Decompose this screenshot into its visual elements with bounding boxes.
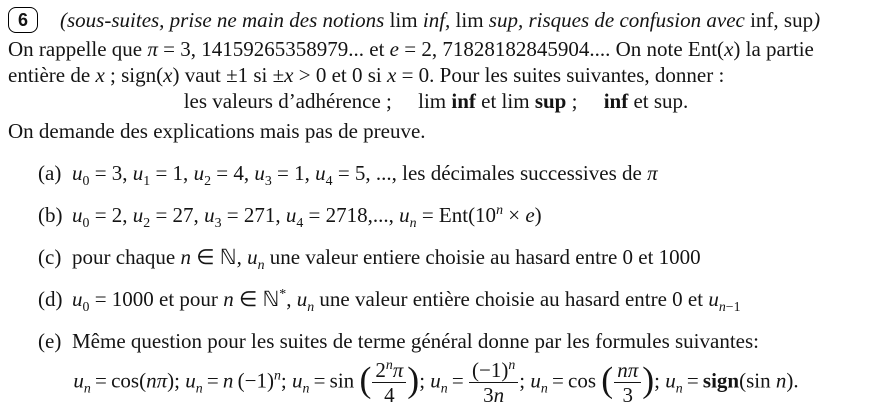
item-e-label: (e) xyxy=(38,329,62,353)
exercise-title: (sous-suites, prise ne main des notions lim inf, lim sup, risques de confusion avec inf, sup) xyxy=(60,8,821,32)
item-d-label: (d) xyxy=(38,287,63,311)
exercise-number: 6 xyxy=(18,10,29,30)
note-line: On demande des explications mais pas de preuve. xyxy=(8,119,426,143)
item-a xyxy=(38,160,864,189)
item-c-label: (c) xyxy=(38,245,62,269)
intro-line-1: On rappelle que π = 3, 14159265358979... et e = 2, 71828182845904.... On note Ent(x) la partie xyxy=(8,37,814,61)
item-c-text: pour chaque n ∈ ℕ, $u_n$ une valeur entiere choisie au hasard entre 0 et 1000 xyxy=(72,245,701,273)
item-a-label: (a) xyxy=(38,161,62,185)
item-c xyxy=(38,244,864,273)
item-d xyxy=(38,286,864,315)
exercise-number-box xyxy=(8,7,38,33)
intro-line-2: entière de x ; sign(x) vaut ±1 si ±x > 0 et 0 si x = 0. Pour les suites suivantes, donner : xyxy=(8,63,725,87)
formulas-line: $u_n = \cos(n\pi)$; $u_n = n$ $(-1)^n$; $u_n = \sin$ ( $\frac{2^n\pi}{4}$ ); $u_n$ = $\frac{(-1)^n}{3n}$ ; $u_n = \cos$ ( $\frac{n\pi}{3}$ ); $u_n$ = sign(sin n). xyxy=(73,357,799,408)
item-b xyxy=(38,202,864,231)
item-e-text: Même question pour les suites de terme général donne par les formules suivantes: xyxy=(72,329,759,353)
item-e xyxy=(38,328,864,354)
item-d-text: $u_0 = 1000$ et pour n ∈ ℕ*, $u_n$ une valeur entière choisie au hasard entre 0 et $u_{n-1}$ xyxy=(72,286,741,315)
item-a-text: $u_0 = 3$, $u_1 = 1$, $u_2 = 4$, $u_3 = 1$, $u_4 = 5$, ..., les décimales successives de π xyxy=(72,161,658,189)
item-b-label: (b) xyxy=(38,203,63,227)
tasks-line: les valeurs d’adhérence ; lim inf et lim sup ; inf et sup. xyxy=(183,89,689,113)
item-b-text: $u_0 = 2$, $u_2 = 27$, $u_3 = 271$, $u_4 = 2718$,..., $u_n = Ent(10^n \times e)$ xyxy=(72,202,542,231)
exercise-header xyxy=(8,7,864,33)
